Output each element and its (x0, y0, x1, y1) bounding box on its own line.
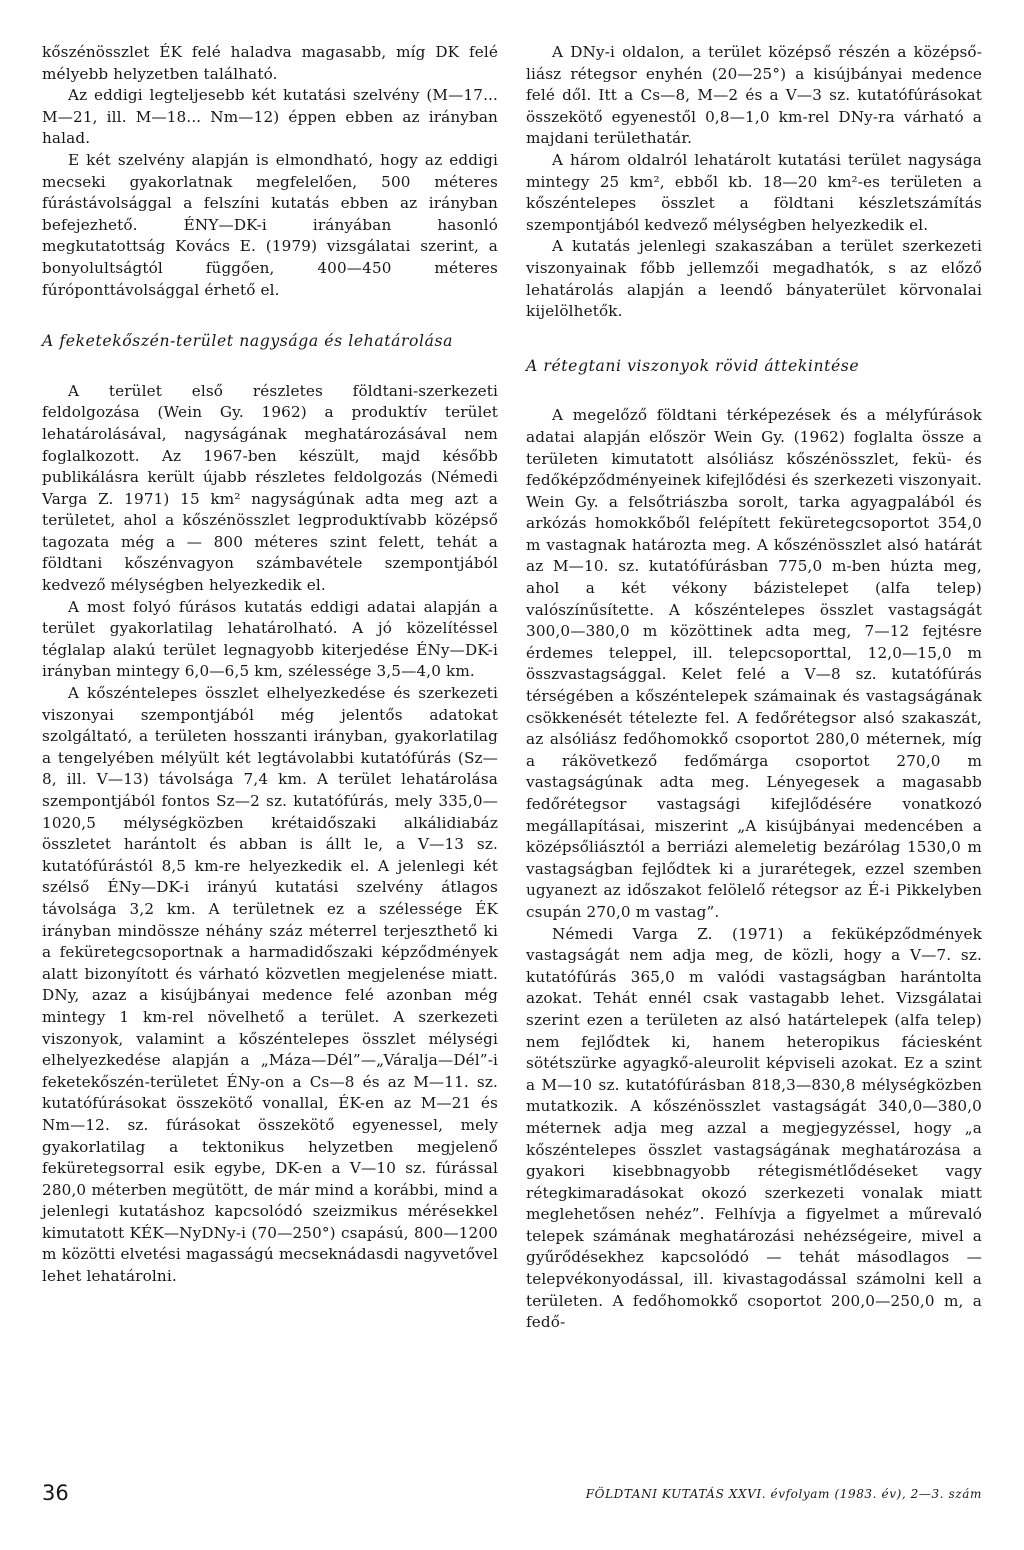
page-footer (42, 1480, 982, 1510)
section-heading: A rétegtani viszonyok rövid áttekintése (526, 356, 860, 375)
section-heading: A feketekőszén-terület nagysága és lehatárolása (42, 332, 454, 351)
paragraph: A terület első részletes földtani-szerkezeti feldolgozása (Wein Gy. 1962) a produktív terület lehatárolásával, nagyságának meghatározásával nem foglalkozott. Az 1967-ben készült, majd később publikálásra került újabb részletes feldolgozás (Némedi Varga Z. 1971) 15 km² nagyságúnak adta meg azt a területet, ahol a kőszénösszlet legproduktívabb középső tagozata még a — 800 méteres szint felett, tehát a földtani kőszénvagyon számbavétele szempontjából kedvező mélységben helyezkedik el. (42, 381, 498, 595)
paragraph: E két szelvény alapján is elmondható, hogy az eddigi mecseki gyakorlatnak megfelelően, 500 méteres fúrástávolsággal a felszíni kutatás ebben az irányban befejezhető. ÉNY—DK-i irányában hasonló megkutatottság Kovács E. (1979) vizsgálatai szerint, a bonyolultságtól függően, 400—450 méteres fúróponttávolsággal érhető el. (42, 150, 498, 299)
page-number: 36 (42, 1481, 69, 1505)
paragraph: Némedi Varga Z. (1971) a feküképződmények vastagságát nem adja meg, de közli, hogy a V—7. sz. kutatófúrás 365,0 m valódi vastagságban harántolta azokat. Tehát ennél csak vastagabb lehet. Vizsgálatai szerint ezen a területen az alsó határtelepek (alfa telep) nem fejlődtek ki, hanem heteropikus fáciesként sötétszürke agyagkő-aleurolit képviseli azokat. Ez a szint a M—10 sz. kutatófúrásban 818,3—830,8 mélységközben mutatkozik. A kőszénösszlet vastagságát 340,0—380,0 méternek adja meg azzal a megjegyzéssel, hogy „a kőszéntelepes összlet vastagságának meghatározása a gyakori kisebbnagyobb rétegismétlődéseket vagy rétegkimaradásokat okozó szerkezeti vonalak miatt meglehetősen nehéz”. Felhívja a figyelmet a műrevaló telepek számának meghatározási nehézségeire, mivel a gyűrődésekhez kapcsolódó — tehát másodlagos — telepvékonyodással, ill. kivastagodással számolni kell a területen. A fedőhomokkő csoportot 200,0—250,0 m, a fedő- (526, 924, 982, 1332)
paragraph: A három oldalról lehatárolt kutatási terület nagysága mintegy 25 km², ebből kb. 18—20 km²-es területen a kőszéntelepes összlet a földtani készletszámítás szempontjából kedvező mélységben helyezkedik el. (526, 150, 982, 234)
journal-citation: FÖLDTANI KUTATÁS XXVI. évfolyam (1983. év), 2—3. szám (585, 1487, 982, 1501)
paragraph: kőszénösszlet ÉK felé haladva magasabb, míg DK felé mélyebb helyzetben található. (42, 43, 498, 83)
left-column (42, 42, 498, 1288)
paragraph: A kőszéntelepes összlet elhelyezkedése és szerkezeti viszonyai szempontjából még jelentős adatokat szolgáltató, a területen hosszanti irányban, gyakorlatilag a tengelyében mélyült két legtávolabbi kutatófúrás (Sz—8, ill. V—13) távolsága 7,4 km. A terület lehatárolása szempontjából fontos Sz—2 sz. kutatófúrás, mely 335,0—1020,5 mélységközben krétaidőszaki alkálidiabáz összletet harántolt és abban is állt le, a V—13 sz. kutatófúrástól 8,5 km-re helyezkedik el. A jelenlegi két szélső ÉNy—DK-i irányú kutatási szelvény átlagos távolsága 3,2 km. A területnek ez a szélessége ÉK irányban mindössze néhány száz méterrel terjeszthető ki a feküretegcsoportnak a harmadidőszaki képződmények alatt bizonyított és várható közvetlen megjelenése miatt. DNy, azaz a kisújbányai medence felé azonban még mintegy 1 km-rel növelhető a terület. A szerkezeti viszonyok, valamint a kőszéntelepes összlet mélységi elhelyezkedése alapján a „Mázа—Dél”—„Váralja—Dél”-i feketekőszén-területet ÉNy-on a Cs—8 és az M—11. sz. kutatófúrásokat összekötő vonallal, ÉK-en az M—21 és Nm—12. sz. fúrásokat összekötő egyenessel, mely gyakorlatilag a tektonikus helyzetben megjelenő feküretegsorral esik egybe, DK-en a V—10 sz. fúrással 280,0 méterben megütött, de már mind a korábbi, mind a jelenlegi kutatáshoz kapcsolódó szeizmikus mérésekkel kimutatott KÉK—NyDNy-i (70—250°) csapású, 800—1200 m közötti elvetési magasságú mecseknádasdi nagyvetővel lehet lehatárolni. (42, 684, 498, 1286)
paragraph: A most folyó fúrásos kutatás eddigi adatai alapján a terület gyakorlatilag lehatárolható. A jó közelítéssel téglalap alakú terület legnagyobb kiterjedése ÉNy—DK-i irányban mintegy 6,0—6,5 km, szélessége 3,5—4,0 km. (42, 597, 498, 681)
right-column (526, 42, 982, 1334)
paragraph: Az eddigi legteljesebb két kutatási szelvény (M—17... M—21, ill. M—18... Nm—12) éppen ebben az irányban halad. (42, 86, 498, 148)
paragraph: A kutatás jelenlegi szakaszában a terület szerkezeti viszonyainak főbb jellemzői megadhatók, s az előző lehatárolás alapján a leendő bányaterület körvonalai kijelölhetők. (526, 237, 982, 321)
paragraph: A DNy-i oldalon, a terület középső részén a középső-liász rétegsor enyhén (20—25°) a kisújbányai medence felé dől. Itt a Cs—8, M—2 és a V—3 sz. kutatófúrásokat összekötő egyenestől 0,8—1,0 km-rel DNy-ra várható a majdani területhatár. (526, 43, 982, 148)
paragraph: A megelőző földtani térképezések és a mélyfúrások adatai alapján először Wein Gy. (1962) foglalta össze a területen kimutatott alsóliász kőszénösszlet, fekü- és fedőképződményeinek kifejlődési és szerkezeti viszonyait. Wein Gy. a felsőtriászba sorolt, tarka agyagpalából és arkózás homokkőből felépített feküretegcsoportot 354,0 m vastagnak határozta meg. A kőszénösszlet alsó határát az M—10. sz. kutatófúrásban 775,0 m-ben húzta meg, ahol a két vékony bázistelepet (alfa telep) valószínűsítette. A kőszéntelepes összlet vastagságát 300,0—380,0 m közöttinek adta meg, 7—12 fejtésre érdemes telеppel, ill. telepcsoporttal, 12,0—15,0 m összvastagsággal. Kelet felé a V—8 sz. kutatófúrás térségében a kőszéntelepek számainak és vastagságának csökkenését tételezte fel. A fedőrétegsor alsó szakaszát, az alsóliász fedőhomokkő csoportot 280,0 méternek, míg a rákövetkező fedőmárga csoportot 270,0 m vastagságúnak adta meg. Lényegesek a magasabb fedőrétegsor vastagsági kifejlődésére vonatkozó megállapításai, miszerint „A kisújbányai medencében a középsőliásztól a berriázi alemeletig bezárólag 1530,0 m vastagságban fejlődtek ki a jurarétegek, ezzel szemben ugyanezt az időszakot felölelő rétegsor az É-i Pikkelyben csupán 270,0 m vastag”. (526, 406, 982, 921)
